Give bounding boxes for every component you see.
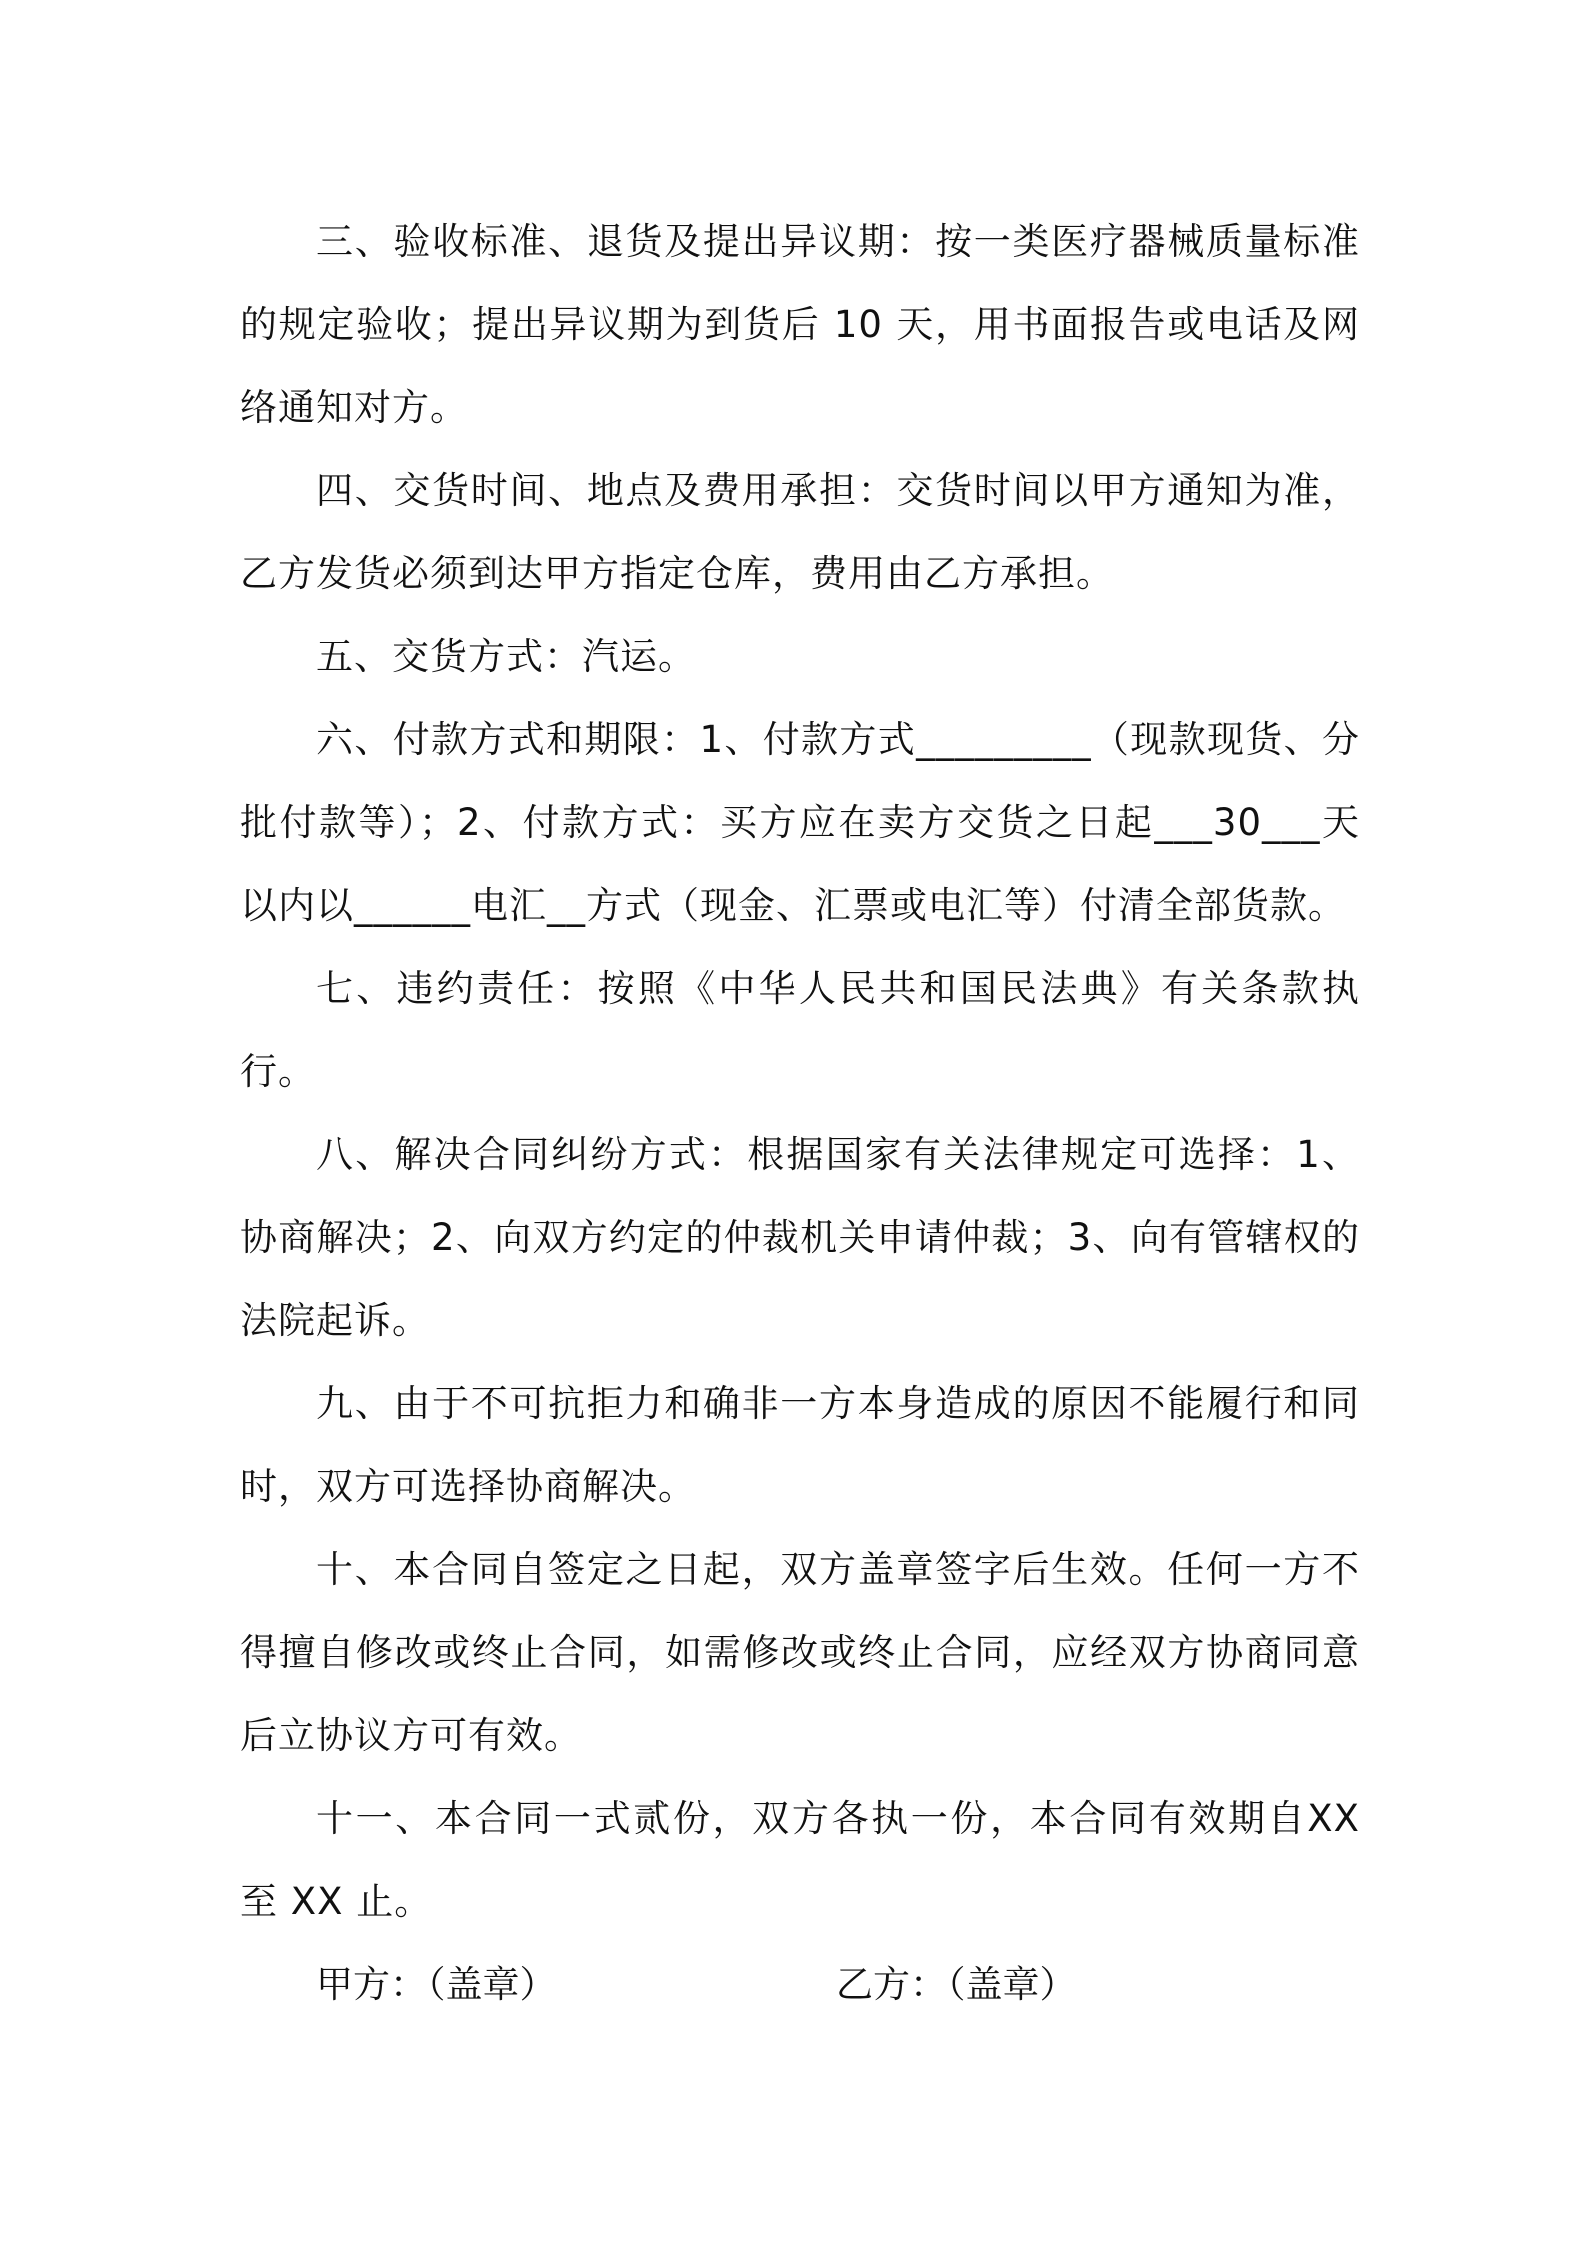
clause-6-payment: 六、付款方式和期限：1、付款方式_________（现款现货、分批付款等）；2、付款方式：买方应在卖方交货之日起___30___天以内以______电汇__方式（现金、汇票或电汇等）付清全部货款。 xyxy=(240,718,1360,927)
clause-7-liability: 七、违约责任：按照《中华人民共和国民法典》有关条款执行。 xyxy=(240,967,1360,1093)
clause-8-disputes: 八、解决合同纠纷方式：根据国家有关法律规定可选择：1、协商解决；2、向双方约定的仲裁机关申请仲裁；3、向有管辖权的法院起诉。 xyxy=(240,1133,1360,1342)
clause-9-force-majeure: 九、由于不可抗拒力和确非一方本身造成的原因不能履行和同时，双方可选择协商解决。 xyxy=(240,1382,1360,1508)
clause-11-copies: 十一、本合同一式贰份，双方各执一份，本合同有效期自XX 至 XX 止。 xyxy=(240,1797,1360,1923)
clause-3-acceptance: 三、验收标准、退货及提出异议期：按一类医疗器械质量标准的规定验收；提出异议期为到货后 10 天，用书面报告或电话及网络通知对方。 xyxy=(240,220,1360,429)
clause-4-delivery-time: 四、交货时间、地点及费用承担：交货时间以甲方通知为准，乙方发货必须到达甲方指定仓库，费用由乙方承担。 xyxy=(240,469,1360,595)
clause-5-delivery-method: 五、交货方式：汽运。 xyxy=(316,635,696,678)
contract-body xyxy=(240,200,1360,1943)
party-b-seal: 乙方：（盖章） xyxy=(836,1963,1077,2006)
signature-block xyxy=(316,1955,1316,2015)
clause-10-effectiveness: 十、本合同自签定之日起，双方盖章签字后生效。任何一方不得擅自修改或终止合同，如需修改或终止合同，应经双方协商同意后立协议方可有效。 xyxy=(240,1548,1360,1757)
party-a-seal: 甲方：（盖章） xyxy=(316,1963,557,2006)
